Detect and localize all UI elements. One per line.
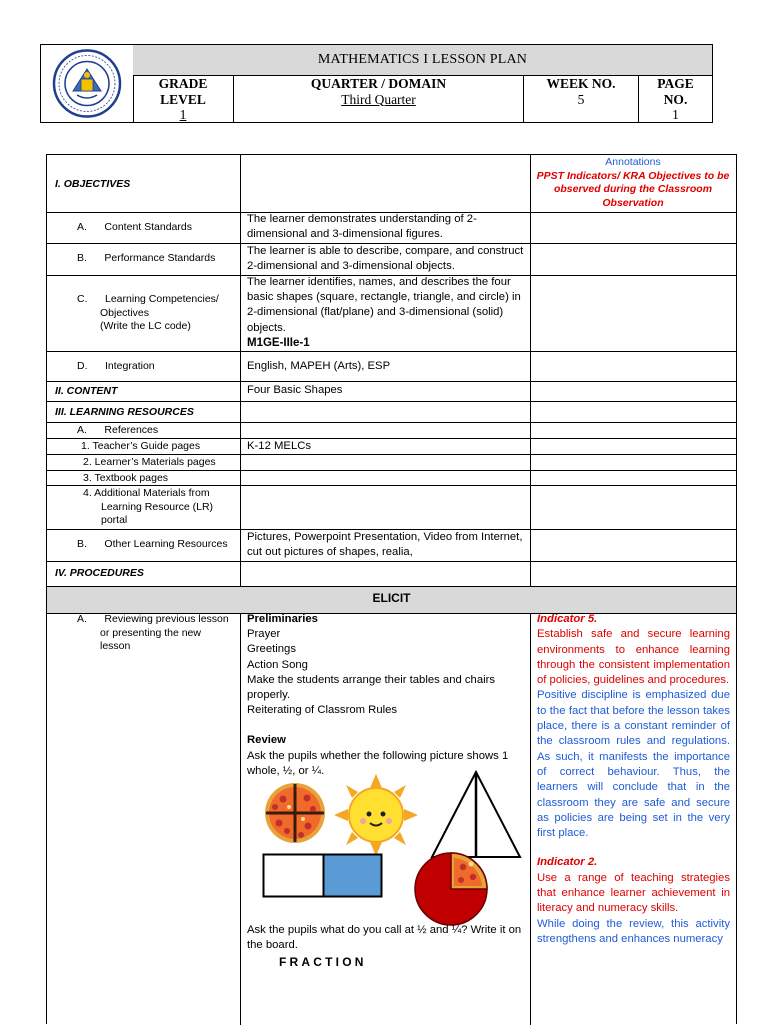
quarter-domain-cell: [234, 75, 524, 122]
lesson-plan-header: [40, 44, 713, 123]
indicator-2-title: Indicator 2.: [537, 856, 598, 869]
content-value: Four Basic Shapes: [247, 384, 343, 396]
level-label: LEVEL: [160, 91, 206, 107]
performance-standards-value: The learner is able to describe, compare, and construct 2-dimensional and 3-dimensional objects.: [247, 245, 524, 273]
rectangle-half-icon: [262, 853, 384, 899]
week-label: WEEK NO.: [546, 76, 616, 91]
procedure-a-line-1: A. Reviewing previous lesson: [77, 613, 229, 625]
prelim-line-action-song: Action Song: [247, 658, 308, 671]
additional-materials-label: [83, 487, 213, 528]
prelim-line-greetings: Greetings: [247, 643, 296, 656]
performance-standards-label: B. Performance Standards: [77, 252, 216, 264]
content-standards-label: A. Content Standards: [77, 221, 192, 233]
procedure-a-line-2: or presenting the new: [100, 626, 201, 639]
week-cell: [524, 75, 639, 122]
other-resources-value: Pictures, Powerpoint Presentation, Video from Internet, cut out pictures of shapes, realia,: [247, 531, 523, 559]
indicator-2-text: Use a range of teaching strategies that enhance learner achievement in literacy and numeracy skills.: [537, 871, 730, 915]
textbook-label: 3. Textbook pages: [83, 472, 169, 484]
annotations-subtitle: PPST Indicators/ KRA Objectives to be observed during the Classroom Observation: [536, 169, 730, 209]
smiling-sun-icon: [334, 774, 418, 856]
indicator-5-note: Positive discipline is emphasized due to the fact that before the lesson takes place, there is a constant reminder of the classroom rules and regulations. As such, it manifests the importance of correct behaviour. Thus, the learners will conclude that in the classroom they are safe and secure as policies are being set in the very first place.: [537, 689, 730, 840]
procedure-a-label: [77, 613, 229, 654]
whole-pizza-icon: [263, 781, 327, 845]
page-value: 1: [672, 107, 679, 122]
content-standards-value: The learner demonstrates understanding of 2-dimensional and 3-dimensional figures.: [247, 213, 477, 241]
page-no-label: NO.: [663, 91, 688, 107]
indicator-2-note: While doing the review, this activity strengthens and enhances numeracy: [537, 917, 730, 945]
elicit-label: ELICIT: [372, 591, 411, 605]
competencies-label-line-1: C. Learning Competencies/: [77, 293, 219, 305]
teachers-guide-value: K-12 MELCs: [247, 440, 312, 452]
page-label: PAGE: [657, 76, 694, 91]
ask-fraction-text: Ask the pupils what do you call at ½ and ¼? Write it on the board.: [247, 924, 522, 952]
quarter-label: QUARTER / DOMAIN: [310, 76, 447, 91]
procedures-heading: IV. PROCEDURES: [55, 567, 144, 579]
grade-level-cell: [133, 75, 234, 122]
procedure-a-content: [247, 612, 529, 779]
preliminaries-title: Preliminaries: [247, 613, 318, 625]
competencies-text: The learner identifies, names, and describes the four basic shapes (square, rectangle, triangle, and circle) in 2-dimensional (flat/plane) and 3-dimensional (solid) objects.: [247, 276, 521, 334]
indicator-5-text: Establish safe and secure learning environments to enhance learning through the consistent implementation of policies, guidelines and procedures.: [537, 628, 730, 687]
additional-label-line-3: portal: [101, 514, 128, 526]
deped-seal-cell: [41, 45, 134, 122]
teachers-guide-label: 1. Teacher’s Guide pages: [81, 440, 201, 452]
annotations-procedure-a: [537, 612, 730, 947]
additional-label-line-2: Learning Resource (LR): [101, 500, 214, 513]
objectives-heading: I. OBJECTIVES: [55, 178, 131, 190]
week-value: 5: [577, 91, 585, 107]
competencies-label-line-2: Objectives: [100, 306, 150, 319]
learning-competencies-value: [247, 275, 529, 351]
lesson-plan-table: [46, 154, 737, 1024]
lesson-plan-title: MATHEMATICS I LESSON PLAN: [133, 45, 712, 76]
learning-competencies-label: [77, 293, 219, 334]
other-resources-label: B. Other Learning Resources: [77, 538, 228, 550]
review-text: Ask the pupils whether the following picture shows 1 whole, ½, or ¼.: [247, 749, 509, 777]
quarter-pie-icon: [413, 849, 491, 927]
fraction-word: FRACTION: [279, 955, 367, 969]
additional-label-line-1: 4. Additional Materials from: [83, 487, 210, 499]
grade-label: GRADE: [158, 76, 208, 91]
prelim-line-prayer: Prayer: [247, 628, 281, 641]
prelim-line-rules: Reiterating of Classrom Rules: [247, 704, 398, 717]
review-title: Review: [247, 734, 286, 747]
integration-value: English, MAPEH (Arts), ESP: [247, 360, 391, 372]
content-heading: II. CONTENT: [55, 385, 118, 397]
grade-value: 1: [179, 107, 187, 122]
triangle-halves-icon: [428, 769, 524, 861]
integration-label: D. Integration: [77, 360, 155, 372]
page-cell: [639, 75, 712, 122]
deped-seal-icon: [41, 45, 133, 122]
indicator-5-title: Indicator 5.: [537, 613, 598, 625]
lc-code: M1GE-IIIe-1: [247, 336, 310, 349]
procedure-a-line-3: lesson: [100, 640, 131, 652]
prelim-line-arrange: Make the students arrange their tables and chairs properly.: [247, 673, 496, 702]
annotations-title: Annotations: [605, 156, 661, 168]
learners-materials-label: 2. Learner’s Materials pages: [83, 456, 216, 468]
references-label: A. References: [77, 424, 159, 436]
competencies-label-line-3: (Write the LC code): [100, 320, 191, 332]
quarter-value: Third Quarter: [341, 91, 416, 107]
learning-resources-heading: III. LEARNING RESOURCES: [55, 406, 194, 418]
annotations-header: [535, 156, 731, 210]
